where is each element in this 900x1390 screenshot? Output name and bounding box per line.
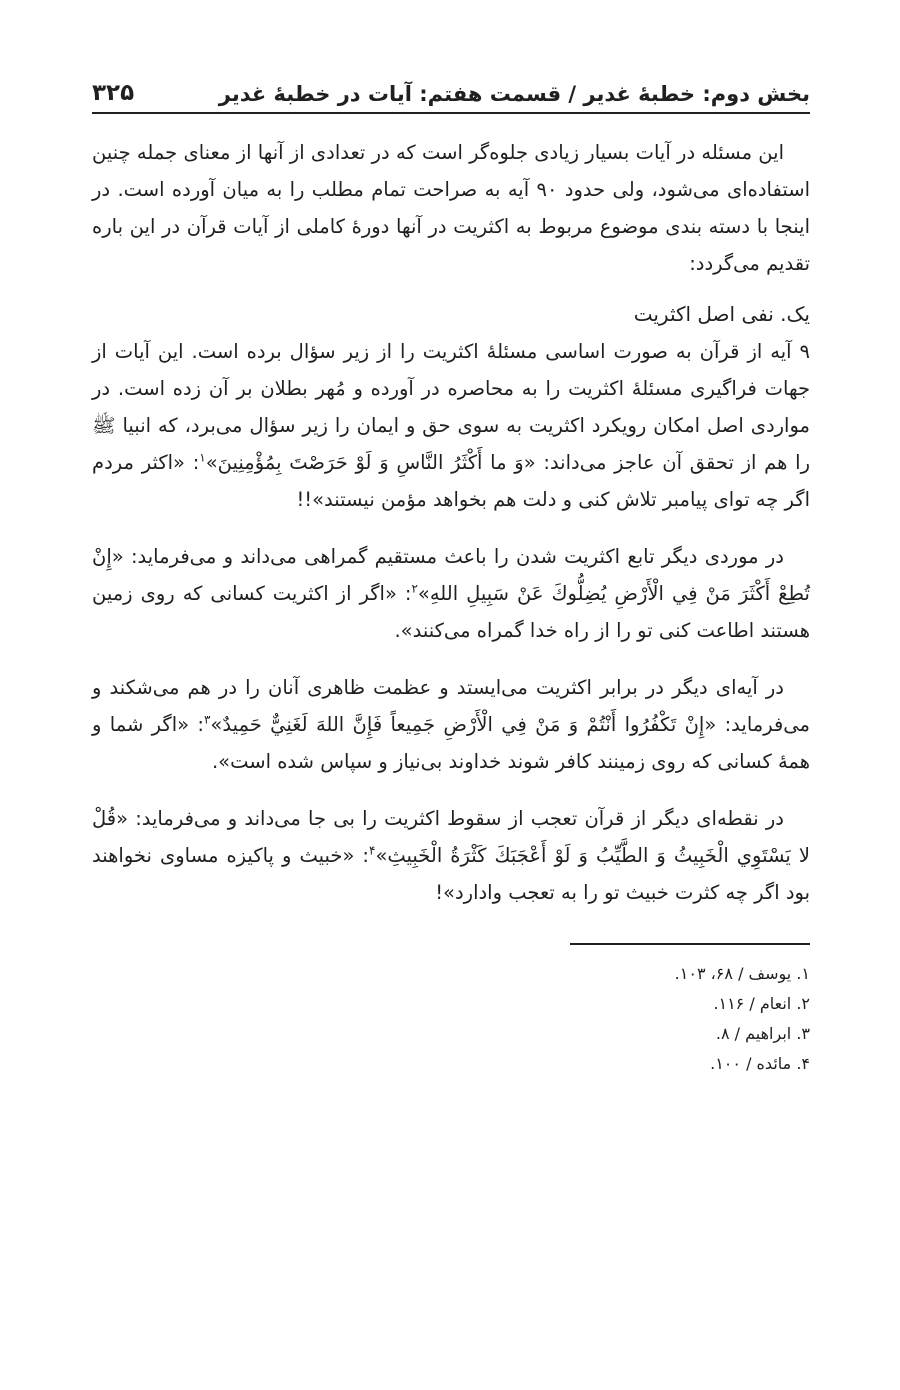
main-text — [92, 134, 810, 911]
footnote-divider — [570, 943, 810, 945]
paragraph-2-tail: : «اگر از اکثریت کسانی که روی زمین هستند اطاعت کنی تو را از راه خدا گمراه می‌کنند». — [92, 582, 810, 642]
footnote-4: ۴. مائده / ۱۰۰. — [710, 1054, 810, 1073]
paragraph-2-text: در موردی دیگر تابع اکثریت شدن را باعث مستقیم گمراهی می‌داند و می‌فرماید: «إِنْ تُطِعْ أَكْثَرَ مَنْ فِي الْأَرْضِ يُضِلُّوكَ عَنْ سَبِيلِ اللهِ» — [92, 545, 810, 605]
footnote-ref-2: ۲ — [411, 581, 418, 596]
paragraph-3-text: در آیه‌ای دیگر در برابر اکثریت می‌ایستد و عظمت ظاهری آنان را در هم می‌شکند و می‌فرماید: «إِنْ تَكْفُرُوا أَنْتُمْ وَ مَنْ فِي الْأَرْضِ جَمِيعاً فَإِنَّ اللهَ لَغَنِيٌّ حَمِيدٌ» — [92, 676, 810, 736]
footnotes — [92, 959, 810, 1079]
paragraph-1 — [92, 333, 810, 518]
running-header — [92, 60, 810, 114]
running-title: بخش دوم: خطبۀ غدیر / قسمت هفتم: آیات در خطبۀ غدیر — [218, 82, 810, 106]
footnote-ref-4: ۴ — [369, 843, 376, 858]
paragraph-1-tail: : «اکثر مردم اگر چه توای پیامبر تلاش کنی و دلت هم بخواهد مؤمن نیستند»!! — [92, 451, 810, 511]
paragraph-4-tail: : «خبیث و پاکیزه مساوی نخواهند بود اگر چه کثرت خبیث تو را به تعجب وادارد»! — [92, 844, 810, 904]
page-number: ۳۲۵ — [92, 80, 135, 106]
paragraph-4-text: در نقطه‌ای دیگر از قرآن تعجب از سقوط اکثریت را بی جا می‌داند و می‌فرماید: «قُلْ لا يَسْتَوِي الْخَبِيثُ وَ الطَّيِّبُ وَ لَوْ أَعْجَبَكَ كَثْرَةُ الْخَبِيثِ» — [92, 807, 811, 867]
paragraph-1-text: ۹ آیه از قرآن به صورت اساسی مسئلۀ اکثریت را از زیر سؤال برده است. این آیات از جهات فراگیری مسئلۀ اکثریت را به محاصره در آورده و مُهر بطلان بر آن زده است. در مواردی اصل امکان رویکرد اکثریت به سوی حق و ایمان را زیر سؤال می‌برد، که انبیا ﷺ را هم از تحقق آن عاجز می‌داند: «وَ ما أَكْثَرُ النَّاسِ وَ لَوْ حَرَصْتَ بِمُؤْمِنِينَ» — [92, 340, 811, 474]
paragraph-2 — [92, 538, 810, 649]
section-heading: یک. نفی اصل اکثریت — [633, 302, 810, 326]
paragraph-4 — [92, 800, 810, 911]
footnote-2: ۲. انعام / ۱۱۶. — [713, 994, 810, 1013]
intro-paragraph: این مسئله در آیات بسیار زیادی جلوه‌گر است که در تعدادی از آنها از معنای جمله چنین استفاده‌ای می‌شود، ولی حدود ۹۰ آیه به صراحت تمام مطلب را به میان آورده است. در اینجا با دسته بندی موضوع مربوط به اکثریت در آنها دورۀ کاملی از آیات قرآن در این باره تقدیم می‌گردد: — [92, 141, 810, 275]
footnote-1: ۱. یوسف / ۶۸، ۱۰۳. — [674, 964, 810, 983]
paragraph-3-tail: : «اگر شما و همۀ کسانی که روی زمینند کافر شوند خداوند بی‌نیاز و سپاس شده است». — [92, 713, 810, 773]
book-page — [92, 60, 810, 1079]
footnote-ref-3: ۳ — [203, 712, 211, 727]
footnote-ref-1: ۱ — [199, 450, 206, 465]
footnote-3: ۳. ابراهیم / ۸. — [715, 1024, 810, 1043]
paragraph-3 — [92, 669, 810, 780]
